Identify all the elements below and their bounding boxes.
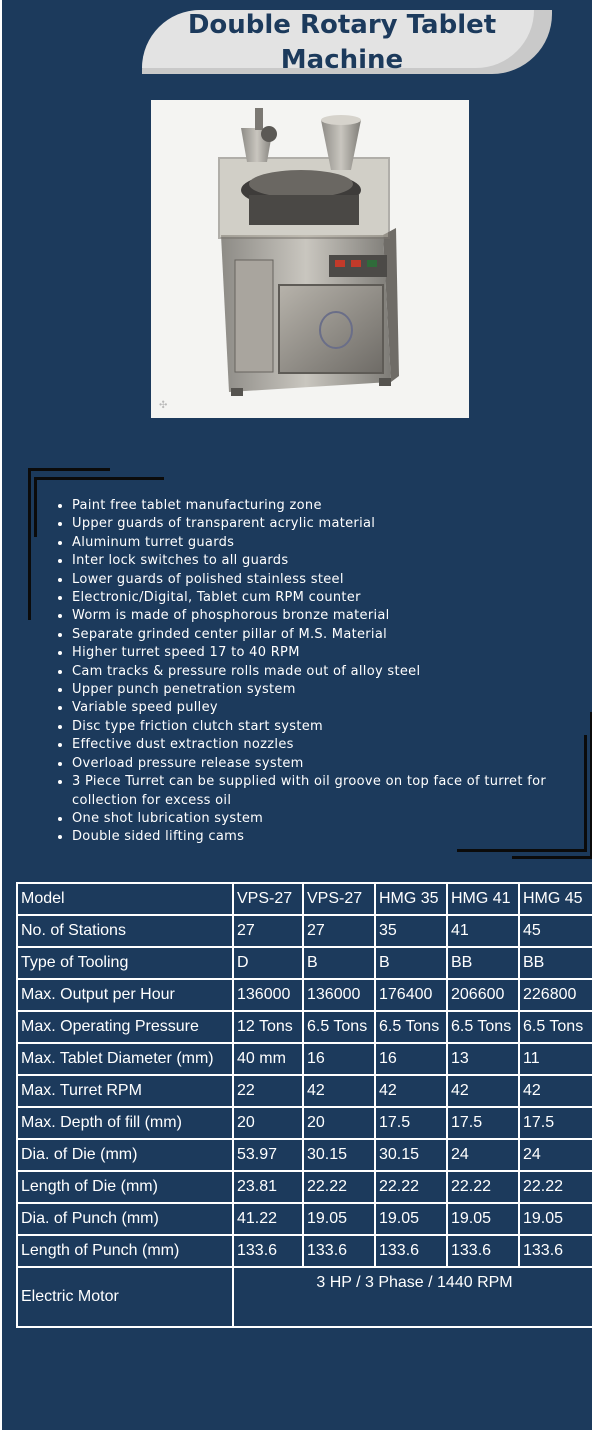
list-item: • Electronic/Digital, Tablet cum RPM counter	[72, 589, 592, 607]
table-cell: 42	[375, 1075, 447, 1107]
machine-photo	[151, 100, 469, 418]
table-cell: 27	[303, 915, 375, 947]
list-item: • Aluminum turret guards	[72, 534, 592, 552]
table-cell: 17.5	[519, 1107, 592, 1139]
table-cell: 41.22	[233, 1203, 303, 1235]
table-cell: 19.05	[303, 1203, 375, 1235]
table-cell: 19.05	[519, 1203, 592, 1235]
table-cell: 13	[447, 1043, 519, 1075]
table-cell: D	[233, 947, 303, 979]
list-item: • Variable speed pulley	[72, 699, 592, 717]
table-row	[17, 883, 592, 915]
list-item: • Lower guards of polished stainless steel	[72, 571, 592, 589]
table-cell: BB	[447, 947, 519, 979]
table-row	[17, 1107, 592, 1139]
table-cell: 133.6	[303, 1235, 375, 1267]
table-row	[17, 1235, 592, 1267]
table-cell: 19.05	[447, 1203, 519, 1235]
table-cell: 22.22	[447, 1171, 519, 1203]
bracket-right-line-1	[457, 849, 587, 852]
table-row	[17, 1075, 592, 1107]
list-item: • Upper punch penetration system	[72, 681, 592, 699]
table-cell-label: Electric Motor	[17, 1267, 233, 1327]
list-item: • Upper guards of transparent acrylic material	[72, 515, 592, 533]
table-cell: 17.5	[375, 1107, 447, 1139]
table-cell: 136000	[233, 979, 303, 1011]
table-cell-label: Length of Punch (mm)	[17, 1235, 233, 1267]
list-item: • Double sided lifting cams	[72, 828, 592, 846]
table-row	[17, 1139, 592, 1171]
table-cell-label: Max. Turret RPM	[17, 1075, 233, 1107]
table-row	[17, 1043, 592, 1075]
list-item: • Disc type friction clutch start system	[72, 718, 592, 736]
table-cell: 6.5 Tons	[447, 1011, 519, 1043]
table-cell: 6.5 Tons	[375, 1011, 447, 1043]
table-cell: 226800	[519, 979, 592, 1011]
table-row	[17, 1171, 592, 1203]
table-row	[17, 947, 592, 979]
list-item: • Higher turret speed 17 to 40 RPM	[72, 644, 592, 662]
table-cell: 133.6	[375, 1235, 447, 1267]
table-cell: 53.97	[233, 1139, 303, 1171]
list-item: • One shot lubrication system	[72, 810, 592, 828]
table-cell: 30.15	[375, 1139, 447, 1171]
table-cell: 40 mm	[233, 1043, 303, 1075]
table-cell: 22.22	[375, 1171, 447, 1203]
table-cell: HMG 45	[519, 883, 592, 915]
table-cell: 24	[519, 1139, 592, 1171]
table-cell-label: Type of Tooling	[17, 947, 233, 979]
table-cell: HMG 41	[447, 883, 519, 915]
table-cell: B	[375, 947, 447, 979]
bracket-left-line-2	[34, 477, 164, 480]
list-item: • Worm is made of phosphorous bronze material	[72, 607, 592, 625]
table-cell: 136000	[303, 979, 375, 1011]
table-cell: VPS-27	[303, 883, 375, 915]
table-row	[17, 1011, 592, 1043]
table-row	[17, 1203, 592, 1235]
table-cell: 6.5 Tons	[303, 1011, 375, 1043]
table-cell: 27	[233, 915, 303, 947]
features-list	[52, 497, 592, 847]
table-cell-label: Max. Depth of fill (mm)	[17, 1107, 233, 1139]
table-cell: 6.5 Tons	[519, 1011, 592, 1043]
list-item: • Separate grinded center pillar of M.S. Material	[72, 626, 592, 644]
page-title: Double Rotary Tablet Machine	[187, 10, 497, 75]
table-cell: 35	[375, 915, 447, 947]
table-cell: 176400	[375, 979, 447, 1011]
table-cell: 45	[519, 915, 592, 947]
bracket-left-line-3	[28, 468, 31, 620]
page	[2, 0, 592, 1430]
table-cell: 16	[375, 1043, 447, 1075]
table-cell: 17.5	[447, 1107, 519, 1139]
table-cell: HMG 35	[375, 883, 447, 915]
bracket-right-line-2	[512, 856, 592, 859]
list-item: • 3 Piece Turret can be supplied with oil groove on top face of turret for collection for excess oil	[72, 773, 592, 810]
table-cell-label: Model	[17, 883, 233, 915]
table-cell: B	[303, 947, 375, 979]
table-cell: 22	[233, 1075, 303, 1107]
table-cell: BB	[519, 947, 592, 979]
table-row-electric-motor	[17, 1267, 592, 1327]
table-cell-motor-value: 3 HP / 3 Phase / 1440 RPM	[233, 1267, 592, 1327]
table-cell-label: Dia. of Die (mm)	[17, 1139, 233, 1171]
table-cell: 11	[519, 1043, 592, 1075]
bracket-left-line-4	[34, 477, 37, 537]
svg-text:✣: ✣	[159, 400, 168, 411]
list-item: • Inter lock switches to all guards	[72, 552, 592, 570]
table-row	[17, 979, 592, 1011]
table-cell: 16	[303, 1043, 375, 1075]
bracket-left-line-1	[28, 468, 110, 471]
table-row	[17, 915, 592, 947]
specifications-table	[16, 882, 592, 1328]
table-cell-label: Max. Tablet Diameter (mm)	[17, 1043, 233, 1075]
list-item: • Paint free tablet manufacturing zone	[72, 497, 592, 515]
table-cell: VPS-27	[233, 883, 303, 915]
table-cell: 20	[233, 1107, 303, 1139]
table-cell: 24	[447, 1139, 519, 1171]
table-cell: 19.05	[375, 1203, 447, 1235]
tablet-machine-image	[151, 100, 469, 418]
list-item: • Overload pressure release system	[72, 755, 592, 773]
table-cell: 22.22	[303, 1171, 375, 1203]
table-cell: 42	[519, 1075, 592, 1107]
table-cell-label: Max. Output per Hour	[17, 979, 233, 1011]
table-cell: 22.22	[519, 1171, 592, 1203]
table-cell-label: Length of Die (mm)	[17, 1171, 233, 1203]
table-cell: 23.81	[233, 1171, 303, 1203]
table-cell: 133.6	[233, 1235, 303, 1267]
table-cell: 12 Tons	[233, 1011, 303, 1043]
table-cell: 42	[447, 1075, 519, 1107]
table-cell: 133.6	[519, 1235, 592, 1267]
table-cell: 41	[447, 915, 519, 947]
list-item: • Cam tracks & pressure rolls made out of alloy steel	[72, 663, 592, 681]
table-cell-label: Dia. of Punch (mm)	[17, 1203, 233, 1235]
table-cell-label: Max. Operating Pressure	[17, 1011, 233, 1043]
table-cell: 20	[303, 1107, 375, 1139]
table-cell: 42	[303, 1075, 375, 1107]
table-cell-label: No. of Stations	[17, 915, 233, 947]
table-cell: 133.6	[447, 1235, 519, 1267]
table-cell: 206600	[447, 979, 519, 1011]
list-item: • Effective dust extraction nozzles	[72, 736, 592, 754]
table-cell: 30.15	[303, 1139, 375, 1171]
